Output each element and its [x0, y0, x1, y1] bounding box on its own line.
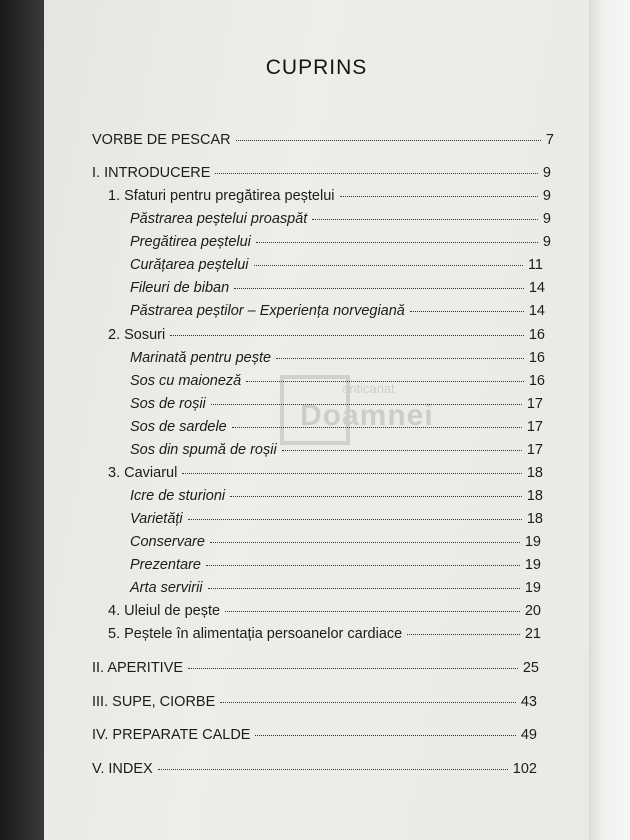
dot-leader: [282, 450, 522, 451]
watermark-line2: Doamnei: [300, 399, 434, 432]
dot-leader: [230, 496, 522, 497]
toc-page-number: 102: [512, 761, 537, 777]
toc-entry[interactable]: [130, 441, 543, 459]
toc-entry[interactable]: [130, 349, 545, 367]
dot-leader: [410, 311, 524, 312]
dot-leader: [211, 404, 522, 405]
toc-page-number: 18: [526, 465, 543, 481]
toc-label: Păstrarea peștilor – Experiența norvegiană: [130, 303, 405, 319]
toc-page-number: 19: [524, 580, 541, 596]
toc-label: III. SUPE, CIORBE: [92, 694, 216, 710]
toc-entry[interactable]: [130, 510, 543, 528]
dot-leader: [170, 335, 524, 336]
toc-entry[interactable]: [92, 693, 537, 711]
toc-label: Prezentare: [130, 557, 201, 573]
toc-entry[interactable]: [108, 464, 543, 482]
toc-entry[interactable]: [108, 326, 545, 344]
toc-page-number: 9: [542, 234, 551, 250]
toc-label: 2. Sosuri: [108, 327, 166, 343]
toc-label: IV. PREPARATE CALDE: [92, 727, 251, 743]
toc-page-number: 49: [520, 727, 537, 743]
toc-entry[interactable]: [108, 625, 541, 643]
toc-page-number: 16: [528, 327, 545, 343]
toc-label: 4. Uleiul de pește: [108, 603, 221, 619]
toc-entry[interactable]: [108, 187, 551, 205]
dot-leader: [340, 196, 538, 197]
toc-entry[interactable]: [130, 487, 543, 505]
dot-leader: [256, 242, 538, 243]
dot-leader: [182, 473, 522, 474]
toc-label: Pregătirea peștelui: [130, 234, 251, 250]
toc-label: Icre de sturioni: [130, 488, 226, 504]
dot-leader: [206, 565, 520, 566]
toc-label: Sos de roșii: [130, 396, 206, 412]
dot-leader: [312, 219, 538, 220]
toc-label: Curățarea peștelui: [130, 257, 249, 273]
dot-leader: [225, 611, 520, 612]
toc-page-number: 21: [524, 626, 541, 642]
toc-label: V. INDEX: [92, 761, 153, 777]
toc-entry[interactable]: [92, 659, 539, 677]
toc-label: Conservare: [130, 534, 205, 550]
dot-leader: [220, 702, 516, 703]
toc-entry[interactable]: [130, 233, 551, 251]
toc-label: Sos cu maioneză: [130, 373, 242, 389]
toc-label: Sos de sardele: [130, 419, 227, 435]
toc-entry[interactable]: [130, 556, 541, 574]
toc-entry[interactable]: [130, 279, 545, 297]
toc-entry[interactable]: [130, 579, 541, 597]
book-spine: [0, 0, 44, 840]
toc-page-number: 14: [528, 303, 545, 319]
dot-leader: [215, 173, 538, 174]
toc-label: II. APERITIVE: [92, 660, 184, 676]
toc-label: Sos din spumă de roșii: [130, 442, 277, 458]
dot-leader: [407, 634, 520, 635]
toc-page-number: 7: [545, 132, 554, 148]
dot-leader: [255, 735, 515, 736]
dot-leader: [158, 769, 508, 770]
toc-page-number: 9: [542, 188, 551, 204]
dot-leader: [234, 288, 524, 289]
toc-page-number: 19: [524, 557, 541, 573]
toc-entry[interactable]: [92, 131, 554, 149]
toc-entry[interactable]: [130, 302, 545, 320]
toc-page-number: 16: [528, 350, 545, 366]
toc-page-number: 20: [524, 603, 541, 619]
toc-page-number: 18: [526, 488, 543, 504]
toc-page-number: 25: [522, 660, 539, 676]
toc-label: Păstrarea peștelui proaspăt: [130, 211, 308, 227]
dot-leader: [246, 381, 524, 382]
toc-label: I. INTRODUCERE: [92, 165, 211, 181]
toc-label: Fileuri de biban: [130, 280, 230, 296]
dot-leader: [188, 668, 518, 669]
toc-label: Marinată pentru pește: [130, 350, 272, 366]
dot-leader: [254, 265, 523, 266]
toc-page-number: 9: [542, 211, 551, 227]
toc-page-number: 17: [526, 396, 543, 412]
toc-page-number: 17: [526, 442, 543, 458]
toc-label: 5. Peștele în alimentația persoanelor cardiace: [108, 626, 403, 642]
toc-entry[interactable]: [130, 533, 541, 551]
toc-entry[interactable]: [130, 256, 543, 274]
watermark-line1: anticariat: [342, 381, 395, 396]
toc-entry[interactable]: [130, 395, 543, 413]
toc-page-number: 17: [526, 419, 543, 435]
toc-label: 3. Caviarul: [108, 465, 178, 481]
dot-leader: [208, 588, 520, 589]
book-page: [44, 0, 589, 840]
toc-entry[interactable]: [108, 602, 541, 620]
toc-page-number: 11: [527, 257, 543, 273]
toc-page-number: 16: [528, 373, 545, 389]
toc-entry[interactable]: [130, 372, 545, 390]
toc-page-number: 18: [526, 511, 543, 527]
page-title: CUPRINS: [265, 56, 368, 79]
toc-page-number: 14: [528, 280, 545, 296]
dot-leader: [210, 542, 520, 543]
toc-label: VORBE DE PESCAR: [92, 132, 231, 148]
dot-leader: [276, 358, 524, 359]
toc-page-number: 9: [542, 165, 551, 181]
toc-entry[interactable]: [130, 210, 551, 228]
toc-page-number: 43: [520, 694, 537, 710]
toc-entry[interactable]: [92, 164, 551, 182]
toc-label: Arta servirii: [130, 580, 203, 596]
toc-label: 1. Sfaturi pentru pregătirea peștelui: [108, 188, 335, 204]
dot-leader: [232, 427, 522, 428]
table-of-contents: [44, 0, 589, 840]
dot-leader: [188, 519, 522, 520]
toc-entry[interactable]: [92, 760, 537, 778]
page-edge: [589, 0, 630, 840]
dot-leader: [236, 140, 541, 141]
toc-page-number: 19: [524, 534, 541, 550]
toc-label: Varietăți: [130, 511, 183, 527]
toc-entry[interactable]: [130, 418, 543, 436]
toc-entry[interactable]: [92, 726, 537, 744]
